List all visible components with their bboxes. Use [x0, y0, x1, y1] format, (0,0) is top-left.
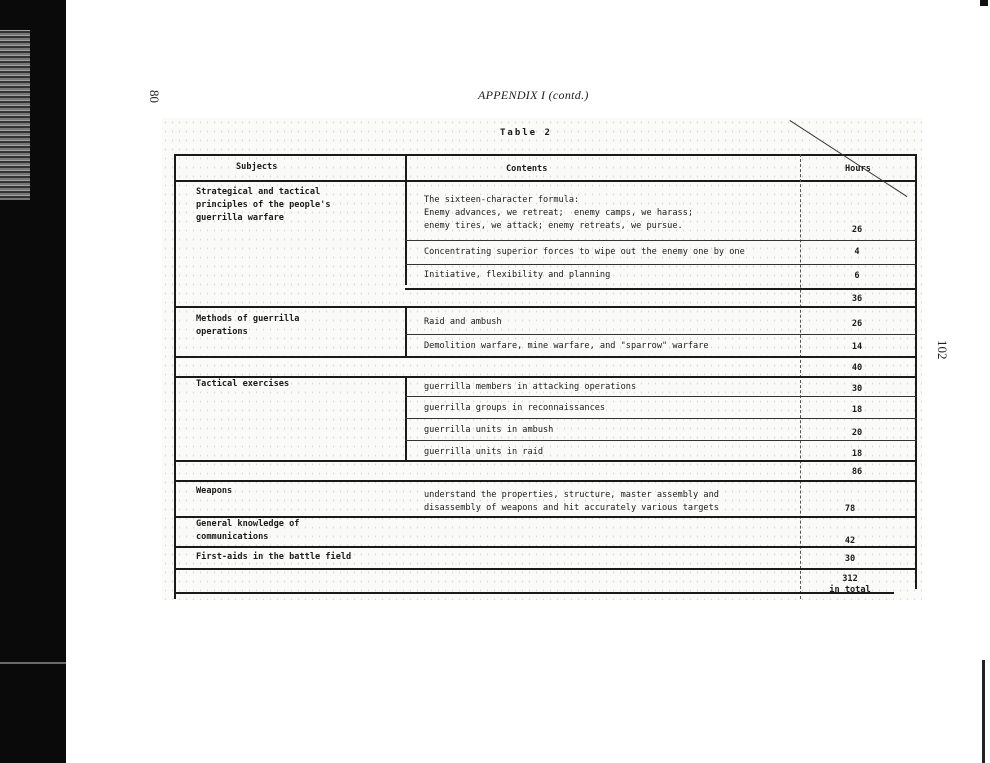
row-rule	[405, 264, 917, 265]
hours-cell: 30	[851, 384, 863, 394]
total-cell: 312 in total	[829, 574, 871, 595]
col-divider-1b	[405, 308, 407, 356]
hours-cell: 6	[854, 271, 860, 281]
contents-cell: understand the properties, structure, master assembly and disassembly of weapons and hit accurately various targets	[424, 490, 719, 513]
scan-artifact	[0, 30, 30, 200]
header-hours: Hours	[845, 164, 871, 174]
subtotal-cell: 36	[851, 294, 863, 304]
row-rule	[174, 306, 917, 308]
hours-cell: 26	[851, 319, 863, 329]
contents-cell: guerrilla units in ambush	[424, 425, 554, 435]
left-page-edge	[0, 0, 66, 763]
contents-cell: The sixteen-character formula: Enemy advances, we retreat; enemy camps, we harass; enemy tires, we attack; enemy retreats, we pursue.	[424, 195, 694, 231]
hours-cell: 42	[844, 536, 856, 546]
hours-cell: 26	[851, 225, 863, 235]
subtotal-cell: 86	[851, 467, 863, 477]
hours-cell: 18	[851, 405, 863, 415]
row-rule	[174, 568, 917, 570]
row-rule	[405, 418, 917, 419]
header-rule	[174, 180, 917, 182]
row-rule	[405, 440, 917, 441]
row-rule	[405, 240, 917, 241]
contents-cell: guerrilla groups in reconnaissances	[424, 403, 606, 413]
right-page-number: 102	[935, 340, 950, 360]
header-contents: Contents	[506, 164, 548, 174]
subtotal-cell: 40	[851, 363, 863, 373]
row-rule	[405, 334, 917, 335]
row-rule	[174, 480, 917, 482]
contents-cell: Initiative, flexibility and planning	[424, 270, 611, 280]
table-border-bottom	[174, 592, 894, 594]
subject-cell: First-aids in the battle field	[196, 552, 352, 562]
left-page-number: 80	[147, 90, 162, 103]
subject-cell: Methods of guerrilla operations	[196, 314, 300, 337]
hours-cell: 18	[851, 449, 863, 459]
hours-cell: 14	[851, 342, 863, 352]
hours-cell: 78	[844, 504, 856, 514]
row-rule	[174, 356, 917, 358]
row-rule	[174, 460, 917, 462]
subject-cell: Tactical exercises	[196, 379, 290, 389]
row-rule	[405, 396, 917, 397]
table-border-top	[174, 154, 917, 156]
right-edge-bar	[982, 660, 985, 763]
subject-cell: Strategical and tactical principles of the people's guerrilla warfare	[196, 187, 331, 223]
contents-cell: guerrilla units in raid	[424, 447, 543, 457]
table-label: Table 2	[500, 128, 552, 138]
hours-cell: 30	[844, 554, 856, 564]
hours-cell: 4	[854, 247, 860, 257]
table-border-right	[915, 154, 917, 589]
subject-cell: Weapons	[196, 486, 233, 496]
appendix-heading: APPENDIX I (contd.)	[478, 88, 589, 102]
header-subjects: Subjects	[236, 162, 278, 172]
col-divider-1a	[405, 154, 407, 285]
edge-rule	[0, 662, 66, 664]
contents-cell: guerrilla members in attacking operations	[424, 382, 637, 392]
contents-cell: Demolition warfare, mine warfare, and "sparrow" warfare	[424, 341, 709, 351]
subject-cell: General knowledge of communications	[196, 519, 300, 542]
hours-cell: 20	[851, 428, 863, 438]
row-rule	[405, 288, 917, 290]
contents-cell: Concentrating superior forces to wipe out the enemy one by one	[424, 247, 745, 257]
right-edge-mark	[980, 0, 988, 6]
contents-cell: Raid and ambush	[424, 317, 502, 327]
